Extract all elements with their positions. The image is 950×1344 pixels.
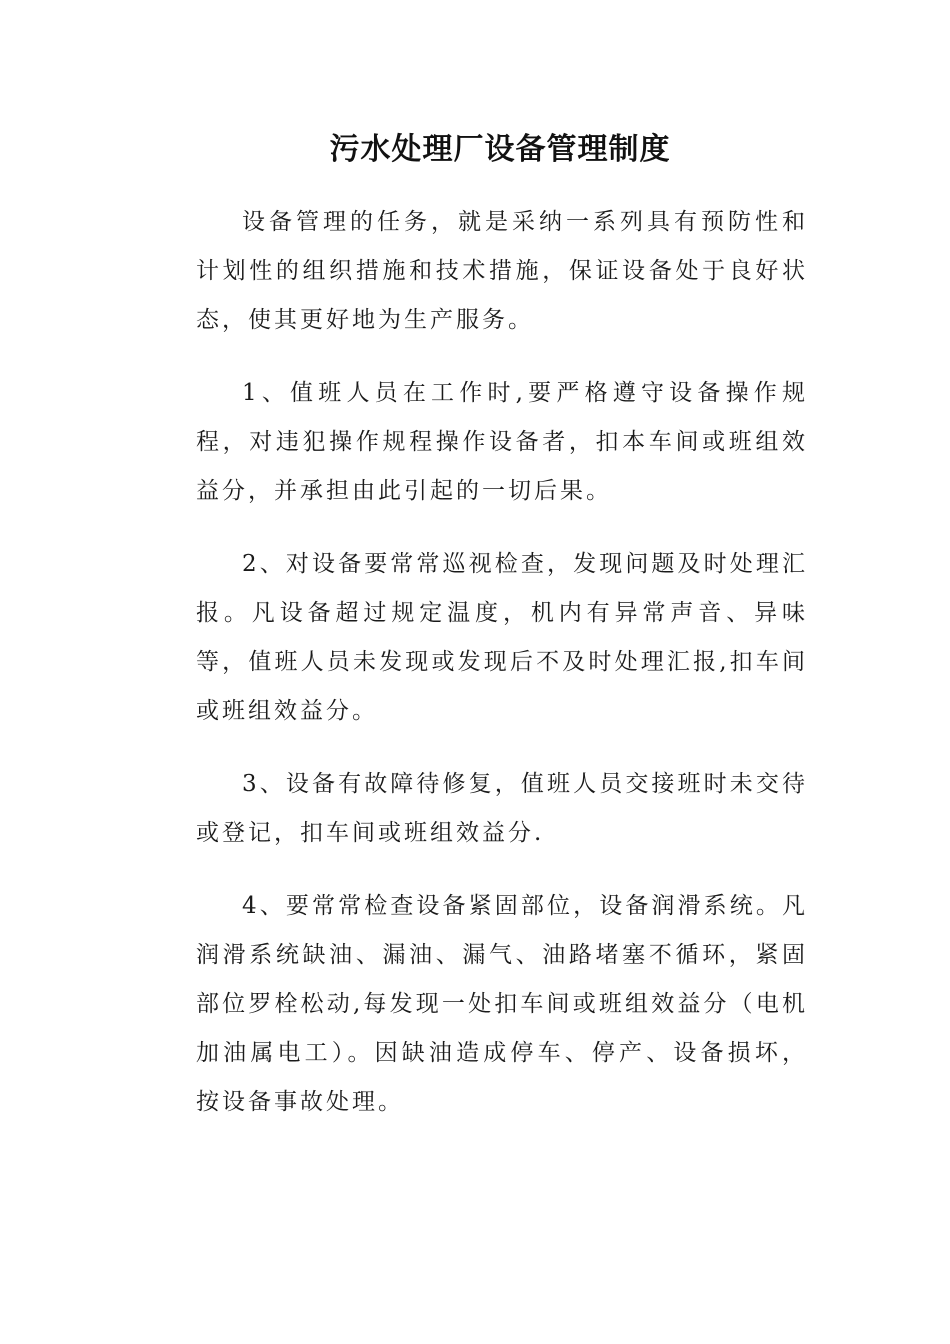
paragraph-rule-4: 4、要常常检查设备紧固部位，设备润滑系统。凡润滑系统缺油、漏油、漏气、油路堵塞不循环，紧固部位罗栓松动,每发现一处扣车间或班组效益分（电机加油属电工）。因缺油造成停车、停产、设备损坏，按设备事故处理。 xyxy=(196,893,808,1115)
paragraph-rule-3: 3、设备有故障待修复，值班人员交接班时未交待或登记，扣车间或班组效益分. xyxy=(196,771,808,846)
document-body xyxy=(196,198,808,1151)
paragraph-rule-1: 1、值班人员在工作时,要严格遵守设备操作规程，对违犯操作规程操作设备者，扣本车间或班组效益分，并承担由此引起的一切后果。 xyxy=(196,380,808,504)
paragraph-intro: 设备管理的任务，就是采纳一系列具有预防性和计划性的组织措施和技术措施，保证设备处于良好状态，使其更好地为生产服务。 xyxy=(196,209,808,333)
document-title: 污水处理厂设备管理制度 xyxy=(329,132,671,167)
paragraph-rule-2: 2、对设备要常常巡视检查，发现问题及时处理汇报。凡设备超过规定温度，机内有异常声音、异味等，值班人员未发现或发现后不及时处理汇报,扣车间或班组效益分。 xyxy=(196,551,808,724)
